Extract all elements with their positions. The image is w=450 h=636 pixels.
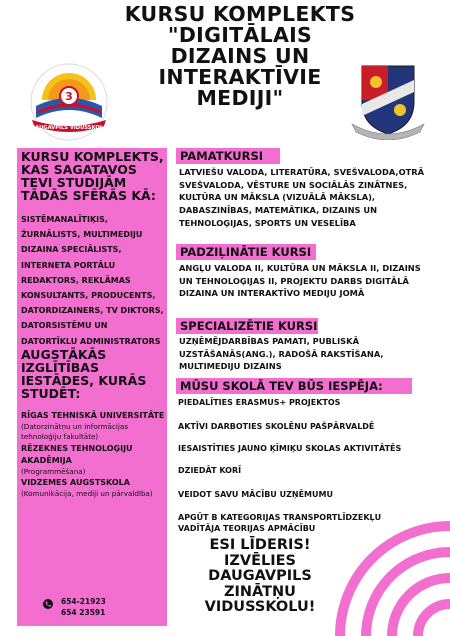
slogan-line: IZVĒLIES: [223, 552, 297, 569]
professions-list: SISTĒMANALĪTIĶIS, ŽURNĀLISTS, MULTIMEDIJU DIZAINA SPECIĀLISTS, INTERNETA PORTĀLU REDAKTORS, REKLĀMAS KONSULTANTS, PRODUCENTS, DATORDIZAINERS, TV DIKTORS, DATORSISTĒMU UN DATORTĪKLU ADMINISTRATORS: [21, 215, 164, 346]
slogan-line: ZINĀTŅU: [224, 583, 296, 600]
university-name: VIDZEMES AUGSTSKOLA: [21, 478, 130, 488]
opportunity-item: PIEDALĪTIES ERASMUS+ PROJEKTOS: [178, 398, 341, 407]
section-heading-basic: PAMATKURSI: [176, 148, 280, 164]
coat-of-arms-icon: [348, 60, 428, 140]
universities-heading: AUGSTĀKĀS IZGLĪTĪBAS IESTĀDES, KURĀS STUDĒT:: [21, 347, 147, 401]
opportunity-item: DZIEDĀT KORĪ: [178, 466, 242, 475]
title-line: INTERAKTĪVIE: [158, 65, 322, 89]
title-line: KURSU KOMPLEKTS: [124, 2, 356, 26]
opportunity-item: APGŪT B KATEGORIJAS TRANSPORTLĪDZEKĻU VADĪTĀJA TEORIJAS APMĀCĪBU: [178, 513, 382, 533]
phone-icon: [43, 599, 53, 609]
section-heading-opportunities: MŪSU SKOLĀ TEV BŪS IESPĒJA:: [176, 378, 412, 394]
university-detail: (Datorzinātņu un informācijas tehnoloģiju fakultāte): [21, 422, 129, 442]
university-detail: (Programmēšana): [21, 466, 86, 476]
left-info-panel: [17, 148, 167, 626]
slogan-line: VIDUSSKOLU!: [204, 599, 316, 615]
opportunity-item: VEIDOT SAVU MĀCĪBU UZŅĒMUMU: [178, 490, 333, 499]
career-heading: KURSU KOMPLEKTS, KAS SAGATAVOS TEVI STUDIJĀM TĀDĀS SFĒRĀS KĀ:: [21, 149, 164, 203]
slogan-line: DAUGAVPILS: [208, 568, 312, 584]
logo-number: 3: [65, 90, 73, 103]
section-body-basic: LATVIEŠU VALODA, LITERATŪRA, SVEŠVALODA,OTRĀ SVEŠVALODA, VĒSTURE UN SOCIĀLĀS ZINĀTNES, KULTŪRA UN MĀKSLA (VIZUĀLĀ MĀKSLA), DABASZINĪBAS, MATEMĀTIKA, DIZAINS UN TEHNOLOĢIJAS, SPORTS UN VESELĪBA: [179, 167, 425, 228]
title-line: "DIGITĀLAIS: [167, 23, 313, 47]
opportunity-item: AKTĪVI DARBOTIES SKOLĒNU PAŠPĀRVALDĒ: [178, 422, 375, 431]
title-line: MEDIJI": [196, 86, 284, 110]
universities-list: [21, 410, 165, 500]
phone-number[interactable]: 654 23591: [61, 608, 106, 617]
university-name: RĒZEKNES TEHNOLOĢIJU AKADĒMIJA: [21, 443, 133, 465]
section-body-specialized: UZŅĒMĒJDARBĪBAS PAMATI, PUBLISKĀ UZSTĀŠANĀS(ANG.), RADOŠĀ RAKSTĪŠANA, MULTIMEDIJU DIZAINS: [179, 336, 384, 372]
section-body-advanced: ANGĻU VALODA II, KULTŪRA UN MĀKSLA II, DIZAINS UN TEHNOLOĢIJAS II, PROJEKTU DARBS DIGITĀLĀ DIZAINA UN INTERAKTĪVO MEDIJU JOMĀ: [179, 263, 421, 299]
slogan: [190, 538, 330, 616]
page-title: [95, 4, 385, 109]
contact-phones: [43, 596, 106, 618]
logo-text: DAUGAVPILS VIDUSSKOLA: [30, 125, 108, 131]
opportunity-item: IESAISTĪTIES JAUNO ĶĪMIĶU SKOLAS AKTIVITĀTĒS: [178, 444, 402, 453]
school-logo: [24, 62, 114, 144]
section-heading-specialized: SPECIALIZĒTIE KURSI: [176, 318, 318, 334]
university-detail: (Komunikācija, mediji un pārvaldība): [21, 489, 153, 499]
slogan-line: ESI LĪDERIS!: [209, 537, 311, 553]
section-heading-advanced: PADZIĻINĀTIE KURSI: [176, 244, 316, 260]
title-line: DIZAINS UN: [170, 44, 310, 68]
university-name: RĪGAS TEHNISKĀ UNIVERSITĀTE: [21, 411, 165, 420]
phone-number[interactable]: 654-21923: [61, 597, 106, 606]
